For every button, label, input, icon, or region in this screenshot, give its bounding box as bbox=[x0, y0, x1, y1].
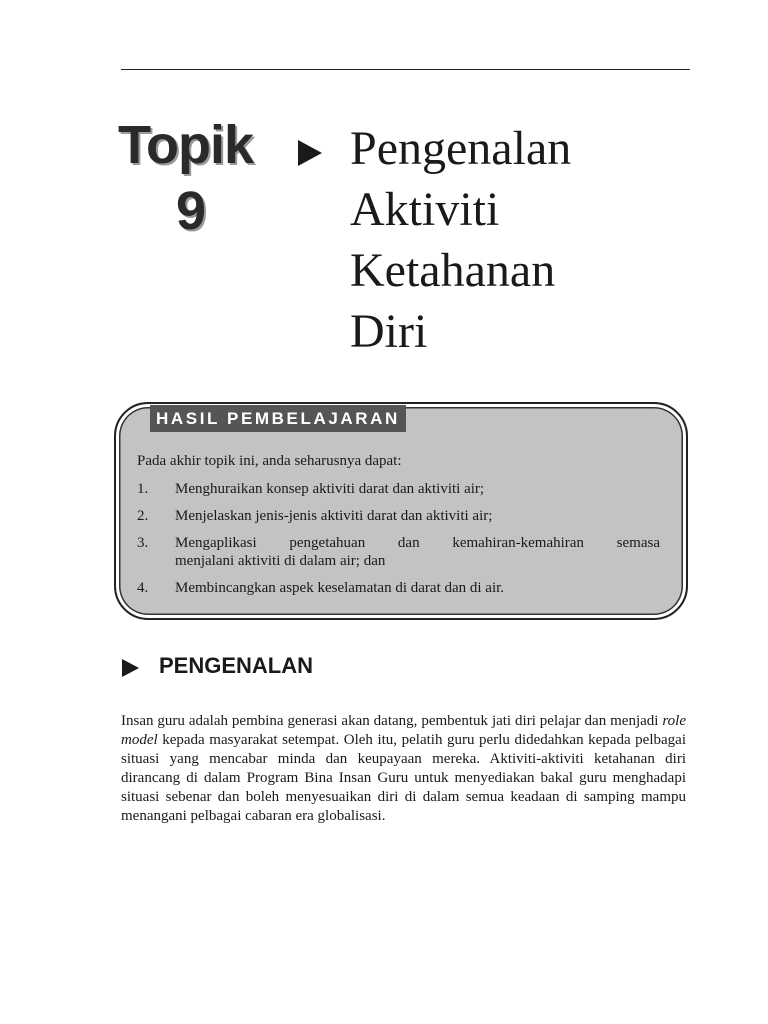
chapter-title bbox=[350, 118, 680, 362]
list-item bbox=[137, 507, 660, 525]
paragraph-text: Insan guru adalah pembina generasi akan datang, pembentuk jati diri pelajar dan menjadi bbox=[121, 713, 663, 729]
list-item-text: Menjelaskan jenis-jenis aktiviti darat dan aktiviti air; bbox=[175, 508, 493, 524]
section-heading-text: PENGENALAN bbox=[159, 653, 314, 678]
learning-outcomes-heading: HASIL PEMBELAJARAN bbox=[150, 405, 406, 432]
list-item-number: 2. bbox=[137, 508, 149, 524]
top-rule bbox=[121, 69, 690, 70]
list-item-number: 3. bbox=[137, 535, 149, 551]
list-item-text: Membincangkan aspek keselamatan di darat dan di air. bbox=[175, 580, 505, 596]
list-item bbox=[137, 534, 660, 570]
title-line: Aktiviti bbox=[350, 183, 500, 236]
list-item-text-continued: menjalani aktiviti di dalam air; dan bbox=[175, 553, 386, 569]
topic-word: Topik bbox=[118, 115, 253, 175]
list-item-number: 1. bbox=[137, 481, 149, 497]
topic-label bbox=[118, 112, 288, 244]
topic-number: 9 bbox=[176, 181, 207, 241]
list-item-number: 4. bbox=[137, 580, 149, 596]
learning-outcomes-list bbox=[137, 480, 660, 606]
emphasis-text: role model bbox=[121, 713, 686, 748]
section-heading bbox=[121, 653, 313, 679]
list-item-text: Mengaplikasi pengetahuan dan kemahiran-kemahiran semasa bbox=[175, 535, 660, 551]
intro-paragraph bbox=[121, 712, 686, 826]
learning-outcomes-intro: Pada akhir topik ini, anda seharusnya dapat: bbox=[137, 453, 402, 469]
title-line: Ketahanan bbox=[350, 244, 556, 297]
play-arrow-icon bbox=[298, 140, 322, 166]
paragraph-text: kepada masyarakat setempat. Oleh itu, pelatih guru perlu didedahkan kepada pelbagai situasi yang mencabar minda dan keupayaan mereka. Aktiviti-aktiviti ketahanan diri dirancang di dalam Program Bina Insan Guru untuk menyediakan bakal guru menghadapi situasi sebenar dan boleh menyesuaikan diri di dalam semua keadaan di samping mampu menangani pelbagai cabaran era globalisasi. bbox=[121, 732, 686, 824]
title-line: Pengenalan bbox=[350, 122, 572, 175]
list-item-text: Menghuraikan konsep aktiviti darat dan aktiviti air; bbox=[175, 481, 485, 497]
list-item bbox=[137, 579, 660, 597]
title-line: Diri bbox=[350, 305, 428, 358]
list-item bbox=[137, 480, 660, 498]
